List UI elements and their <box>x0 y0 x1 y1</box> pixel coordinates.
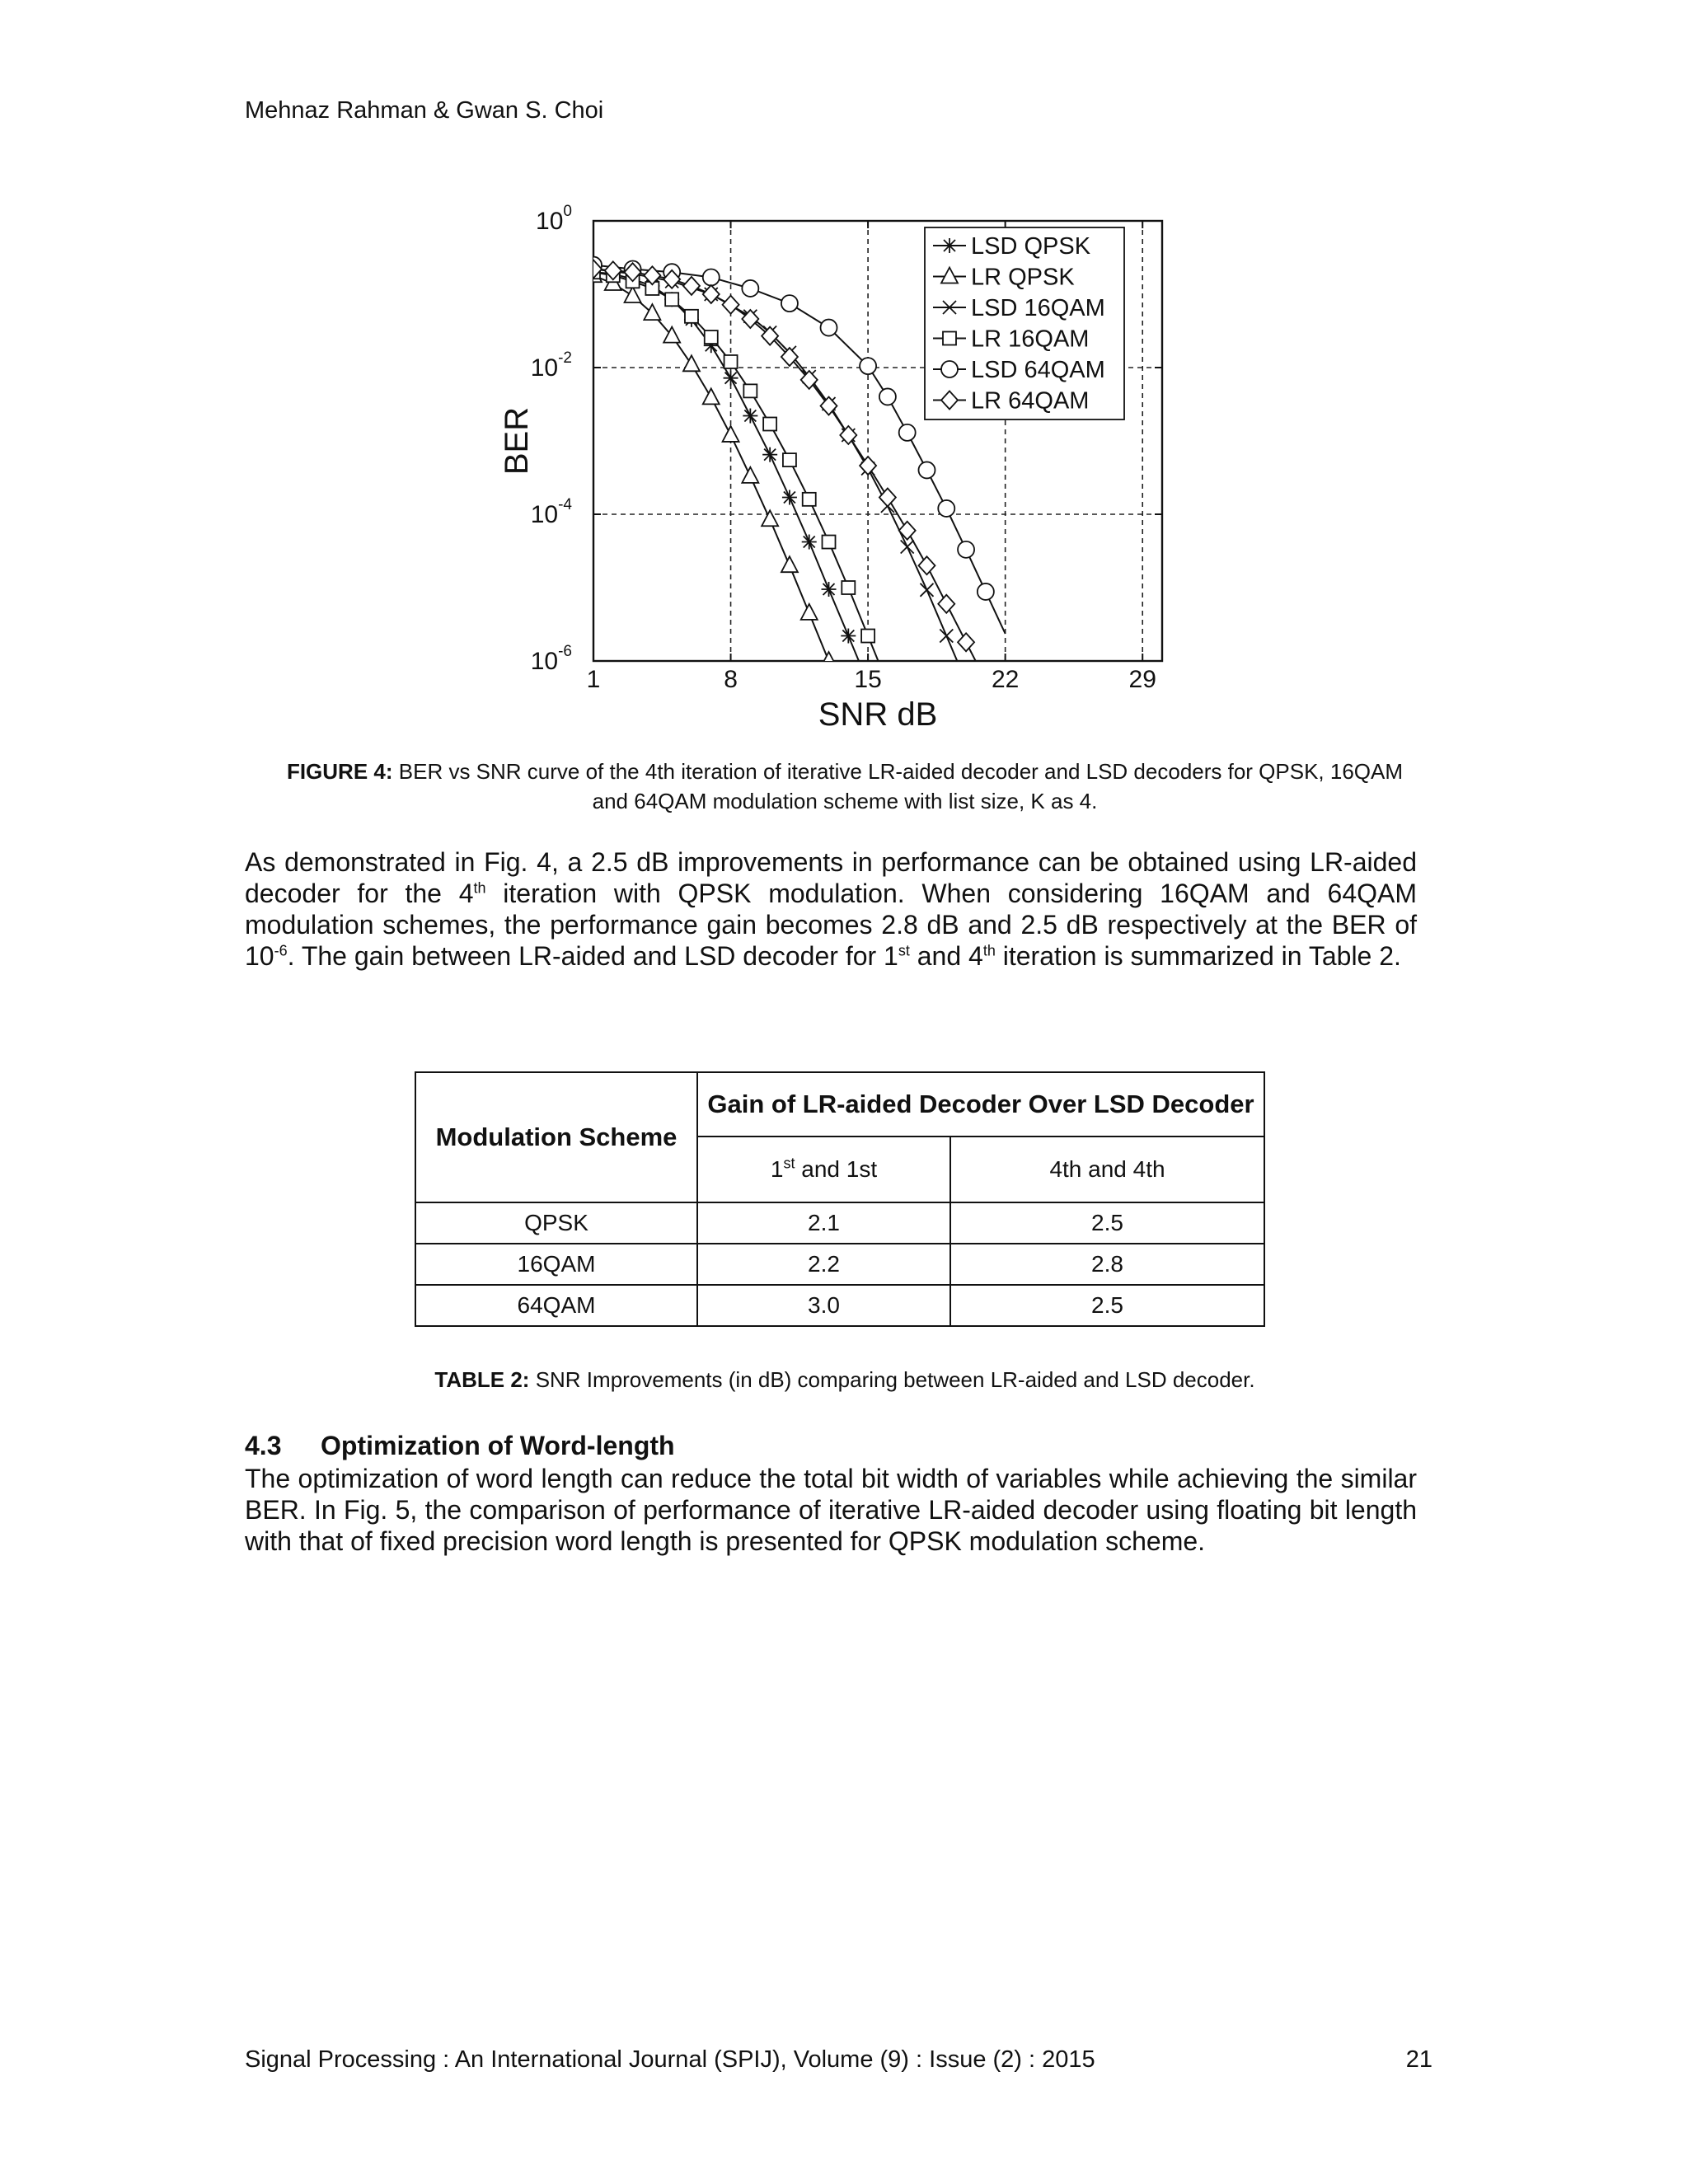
cell-scheme: 16QAM <box>415 1244 697 1285</box>
sub1-sup: st <box>783 1155 795 1172</box>
data-point <box>958 541 974 558</box>
data-point <box>861 630 874 643</box>
figure-label: FIGURE 4: <box>286 759 393 784</box>
cell-first: 2.1 <box>697 1202 950 1244</box>
cell-first: 2.2 <box>697 1244 950 1285</box>
data-point <box>724 371 738 386</box>
data-point <box>823 536 836 549</box>
footer-journal: Signal Processing : An International Journal (SPIJ), Volume (9) : Issue (2) : 2015 <box>245 2046 1095 2073</box>
table-label: TABLE 2: <box>434 1367 530 1392</box>
y-tick-label: $10^{-4}$ <box>530 496 572 528</box>
cell-scheme: QPSK <box>415 1202 697 1244</box>
data-point <box>899 522 916 540</box>
data-point <box>879 488 896 506</box>
gain-table <box>415 1071 1265 1327</box>
para-sup-2: -6 <box>274 942 288 959</box>
section-title: Optimization of Word-length <box>321 1431 675 1460</box>
cell-scheme: 64QAM <box>415 1285 697 1326</box>
running-header: Mehnaz Rahman & Gwan S. Choi <box>245 97 604 124</box>
y-tick-label: $10^0$ <box>536 203 572 235</box>
data-point <box>763 417 776 430</box>
data-point <box>938 500 954 517</box>
x-tick-label: 8 <box>724 666 738 693</box>
y-axis-label: BER <box>499 406 535 476</box>
data-point <box>899 424 916 441</box>
data-point <box>782 490 797 504</box>
data-point <box>781 295 798 312</box>
data-point <box>803 493 816 506</box>
para-sup-4: th <box>982 942 996 959</box>
para-sup-3: st <box>898 942 910 959</box>
data-point <box>743 409 757 424</box>
legend-label: LR 16QAM <box>971 326 1090 353</box>
data-point <box>665 293 678 306</box>
x-tick-label: 15 <box>854 666 882 693</box>
para-text-3: . The gain between LR-aided and LSD decoder for 1 <box>287 941 898 971</box>
paragraph2-text: The optimization of word length can reduce the total bit width of variables while achieving the similar BER. In Fig. 5, the comparison of performance of iterative LR-aided decoder using floating bit length with that of fixed precision word length is presented for QPSK modulation scheme. <box>245 1464 1417 1556</box>
x-tick-label: 1 <box>586 666 601 693</box>
legend-label: LSD 64QAM <box>971 357 1105 383</box>
para-text-4: and 4 <box>909 941 983 971</box>
legend-label: LSD 16QAM <box>971 295 1105 321</box>
data-point <box>958 633 974 651</box>
data-point <box>918 556 935 574</box>
legend-label: LSD QPSK <box>971 233 1091 260</box>
figure-caption <box>272 757 1418 816</box>
header-fourth-iteration: 4th and 4th <box>950 1137 1264 1202</box>
y-tick-label: $10^{-6}$ <box>530 643 572 675</box>
data-point <box>781 556 798 572</box>
data-point <box>724 355 738 368</box>
header-first-iteration <box>697 1137 950 1202</box>
data-point <box>703 388 720 404</box>
data-point <box>821 652 837 668</box>
data-point <box>822 582 837 597</box>
data-point <box>940 630 953 643</box>
paragraph-results <box>245 846 1417 972</box>
data-point <box>625 287 641 302</box>
section-number: 4.3 <box>245 1431 282 1460</box>
page-number: 21 <box>1405 2046 1432 2073</box>
data-point <box>685 310 698 323</box>
table-caption <box>272 1365 1418 1394</box>
x-tick-label: 29 <box>1128 666 1156 693</box>
header-modulation-scheme: Modulation Scheme <box>415 1072 697 1202</box>
para-sup-1: th <box>473 879 486 897</box>
data-point <box>762 510 778 526</box>
table-row <box>415 1285 1264 1326</box>
cell-fourth: 2.8 <box>950 1244 1264 1285</box>
para-text-5: iteration is summarized in Table 2. <box>995 941 1401 971</box>
data-point <box>705 330 718 344</box>
x-axis-label: SNR dB <box>818 696 938 733</box>
data-point <box>821 320 837 336</box>
data-point <box>742 280 758 297</box>
data-point <box>783 453 796 466</box>
x-tick-label: 22 <box>991 666 1020 693</box>
data-point <box>644 304 660 320</box>
legend-marker <box>942 238 957 253</box>
data-point <box>723 426 739 442</box>
para-text-2: iteration with QPSK modulation. When considering 16QAM and 64QAM modulation schemes, the performance gain becomes 2.8 dB and 2.5 dB respectively at the BER of 10 <box>245 879 1417 971</box>
sub1-rest: and 1st <box>795 1156 878 1182</box>
ber-vs-snr-chart <box>495 198 1203 742</box>
cell-fourth: 2.5 <box>950 1202 1264 1244</box>
cell-fourth: 2.5 <box>950 1285 1264 1326</box>
figure-caption-text: BER vs SNR curve of the 4th iteration of iterative LR-aided decoder and LSD decoders for QPSK, 16QAM and 64QAM modulation scheme with list size, K as 4. <box>392 759 1404 813</box>
data-point <box>723 296 739 314</box>
data-point <box>920 583 933 597</box>
sub1-base: 1 <box>770 1156 784 1182</box>
data-point <box>703 269 720 285</box>
legend-marker <box>943 332 956 345</box>
data-point <box>762 448 777 462</box>
data-point <box>860 358 876 374</box>
y-tick-label: $10^{-2}$ <box>530 349 572 382</box>
legend-label: LR QPSK <box>971 264 1075 291</box>
data-point <box>743 384 757 397</box>
para-text-1: As demonstrated in Fig. 4, a 2.5 dB improvements in performance can be obtained using LR-aided decoder for the 4 <box>245 847 1417 908</box>
table-row <box>415 1202 1264 1244</box>
data-point <box>742 467 758 483</box>
data-point <box>683 277 700 295</box>
data-point <box>801 604 818 620</box>
data-point <box>901 540 914 553</box>
data-point <box>918 462 935 478</box>
legend-label: LR 64QAM <box>971 387 1090 415</box>
cell-first: 3.0 <box>697 1285 950 1326</box>
section-heading <box>245 1431 675 1461</box>
data-point <box>841 629 856 644</box>
header-gain-group: Gain of LR-aided Decoder Over LSD Decoder <box>697 1072 1264 1137</box>
legend-marker <box>941 361 958 377</box>
data-point <box>879 388 896 405</box>
data-point <box>938 595 954 613</box>
data-point <box>842 581 855 594</box>
data-point <box>978 583 994 600</box>
table-caption-text: SNR Improvements (in dB) comparing between LR-aided and LSD decoder. <box>529 1367 1255 1392</box>
series-lsd-16qam <box>587 263 966 682</box>
table-row <box>415 1244 1264 1285</box>
data-point <box>683 355 700 371</box>
legend <box>925 227 1124 419</box>
data-point <box>802 535 817 550</box>
paragraph-word-length <box>245 1463 1417 1557</box>
